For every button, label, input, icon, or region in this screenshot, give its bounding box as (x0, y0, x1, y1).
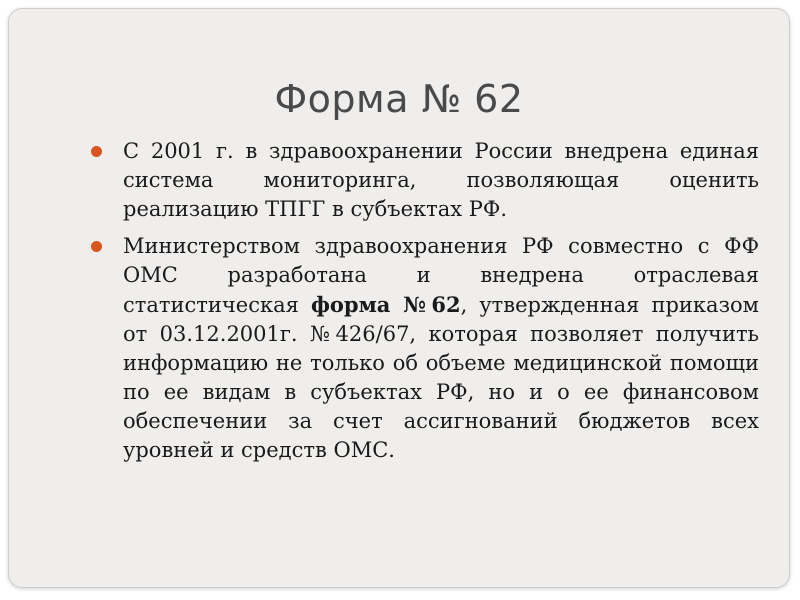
bullet-dot-icon (91, 146, 102, 157)
bullet-text: С 2001 г. в здравоохранении России внедрена единая система мониторинга, позволяющая оценить реализацию ТПГГ в субъектах РФ. (123, 139, 759, 221)
slide (8, 8, 790, 588)
bullet-list (87, 137, 759, 473)
bullet-text-part: , утвержденная приказом от 03.12.2001г. №426/67, которая позволяет получить информацию не только об объеме медицинской помощи по ее видам в субъектах РФ, но и о ее финансовом обеспечении за счет ассигнований бюджетов всех уровней и средств ОМС. (123, 293, 760, 462)
bullet-item (87, 232, 759, 465)
bullet-text-bold: форма №62 (310, 292, 461, 317)
slide-title: Форма № 62 (274, 77, 524, 121)
bullet-dot-icon (91, 241, 102, 252)
bullet-text-part: Министерством здравоохранения РФ совместно с ФФ ОМС разработана и внедрена отраслевая статистическая (123, 234, 759, 317)
bullet-item (87, 137, 759, 224)
